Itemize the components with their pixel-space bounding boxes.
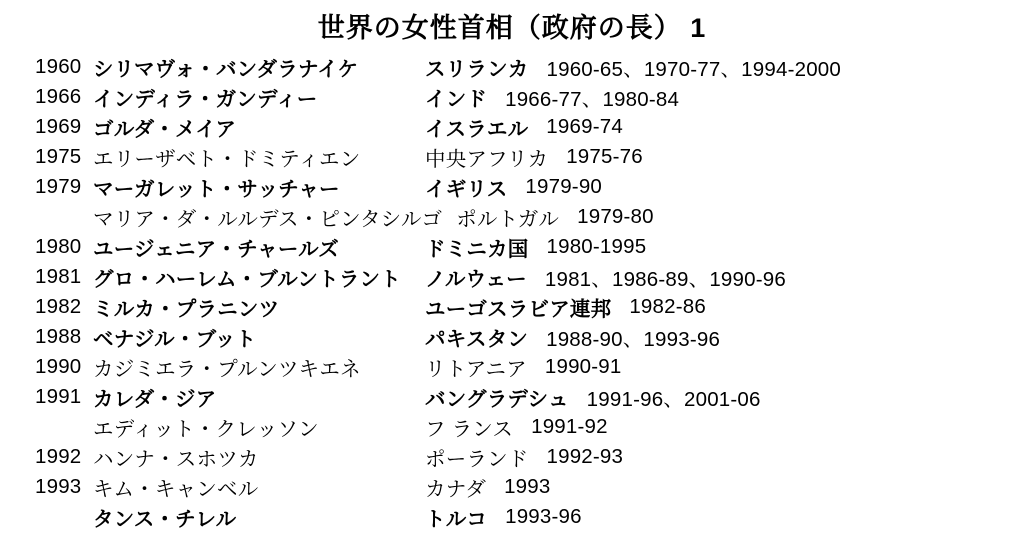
terms-in-office: 1966-77、1980-84 [505,88,680,111]
table-row [35,442,1024,472]
pm-name: シリマヴォ・バンダラナイケ [93,58,359,81]
country: リトアニア [425,358,527,381]
country: 中央アフリカ [425,148,549,171]
table-row [35,382,1024,412]
terms-in-office: 1988-90、1993-96 [546,328,721,351]
pm-name: カレダ・ジア [93,388,217,411]
table-row [35,52,1024,82]
terms-in-office: 1991-96、2001-06 [586,388,761,411]
terms-in-office: 1982-86 [629,295,706,318]
pm-name: エリーザベト・ドミティエン [93,148,361,171]
country: イスラエル [425,118,529,141]
terms-in-office: 1969-74 [546,115,623,138]
terms-in-office: 1980-1995 [546,235,647,258]
terms-in-office: 1960-65、1970-77、1994-2000 [546,58,842,81]
terms-in-office: 1979-90 [525,175,603,198]
pm-name: ゴルダ・メイア [93,118,237,141]
table-row [35,142,1024,172]
terms-in-office: 1979-80 [577,205,654,228]
table-row [35,472,1024,502]
country: ノルウェー [425,268,527,291]
pm-name: ユージェニア・チャールズ [93,238,339,261]
table-row [35,202,1024,232]
pm-name: ミルカ・プラニンツ [93,298,280,321]
start-year: 1992 [35,445,82,468]
pm-name: マリア・ダ・ルルデス・ピンタシルゴ [93,208,443,231]
table-row [35,82,1024,112]
start-year: 1979 [35,175,82,198]
terms-in-office: 1992-93 [546,445,624,468]
country: ポーランド [425,448,529,471]
start-year: 1988 [35,325,82,348]
pm-name: カジミエラ・プルンツキエネ [93,358,361,381]
start-year: 1966 [35,85,82,108]
terms-in-office: 1991-92 [531,415,608,438]
country: バングラデシュ [425,388,569,411]
country: フ ランス [425,418,514,441]
terms-in-office: 1975-76 [566,145,643,168]
country: ユーゴスラビア連邦 [425,298,612,321]
start-year: 1975 [35,145,82,168]
country: ポルトガル [456,208,560,231]
table-row [35,232,1024,262]
table-row [35,172,1024,202]
terms-in-office: 1990-91 [544,355,622,378]
table-row [35,322,1024,352]
country: ドミニカ国 [425,238,529,261]
start-year: 1993 [35,475,82,498]
pm-name: タンス・チレル [93,508,237,531]
page-title: 世界の女性首相（政府の長） 1 [317,13,707,43]
country: インド [425,88,488,111]
pm-name: キム・キャンベル [93,478,259,501]
country: カナダ [425,478,487,501]
start-year: 1960 [35,55,82,78]
pm-name: エディット・クレッソン [93,418,319,441]
table-row [35,352,1024,382]
pm-name: グロ・ハーレム・ブルントラント [93,268,401,291]
table-row [35,262,1024,292]
terms-in-office: 1993 [504,475,551,498]
start-year: 1991 [35,385,82,408]
start-year: 1969 [35,115,82,138]
start-year: 1982 [35,295,82,318]
pm-name: ベナジル・ブット [93,328,257,351]
start-year: 1981 [35,265,82,288]
pm-list [0,46,1024,532]
start-year: 1990 [35,355,82,378]
start-year: 1980 [35,235,82,258]
terms-in-office: 1993-96 [505,505,582,528]
pm-name: ハンナ・スホツカ [93,448,259,471]
country: イギリス [425,178,508,201]
country: パキスタン [425,328,529,351]
table-row [35,292,1024,322]
pm-name: インディラ・ガンディー [93,88,318,111]
table-row [35,412,1024,442]
pm-name: マーガレット・サッチャー [93,178,340,201]
table-row [35,502,1024,532]
country: トルコ [425,508,488,531]
country: スリランカ [425,58,529,81]
terms-in-office: 1981、1986-89、1990-96 [544,268,786,291]
table-row [35,112,1024,142]
